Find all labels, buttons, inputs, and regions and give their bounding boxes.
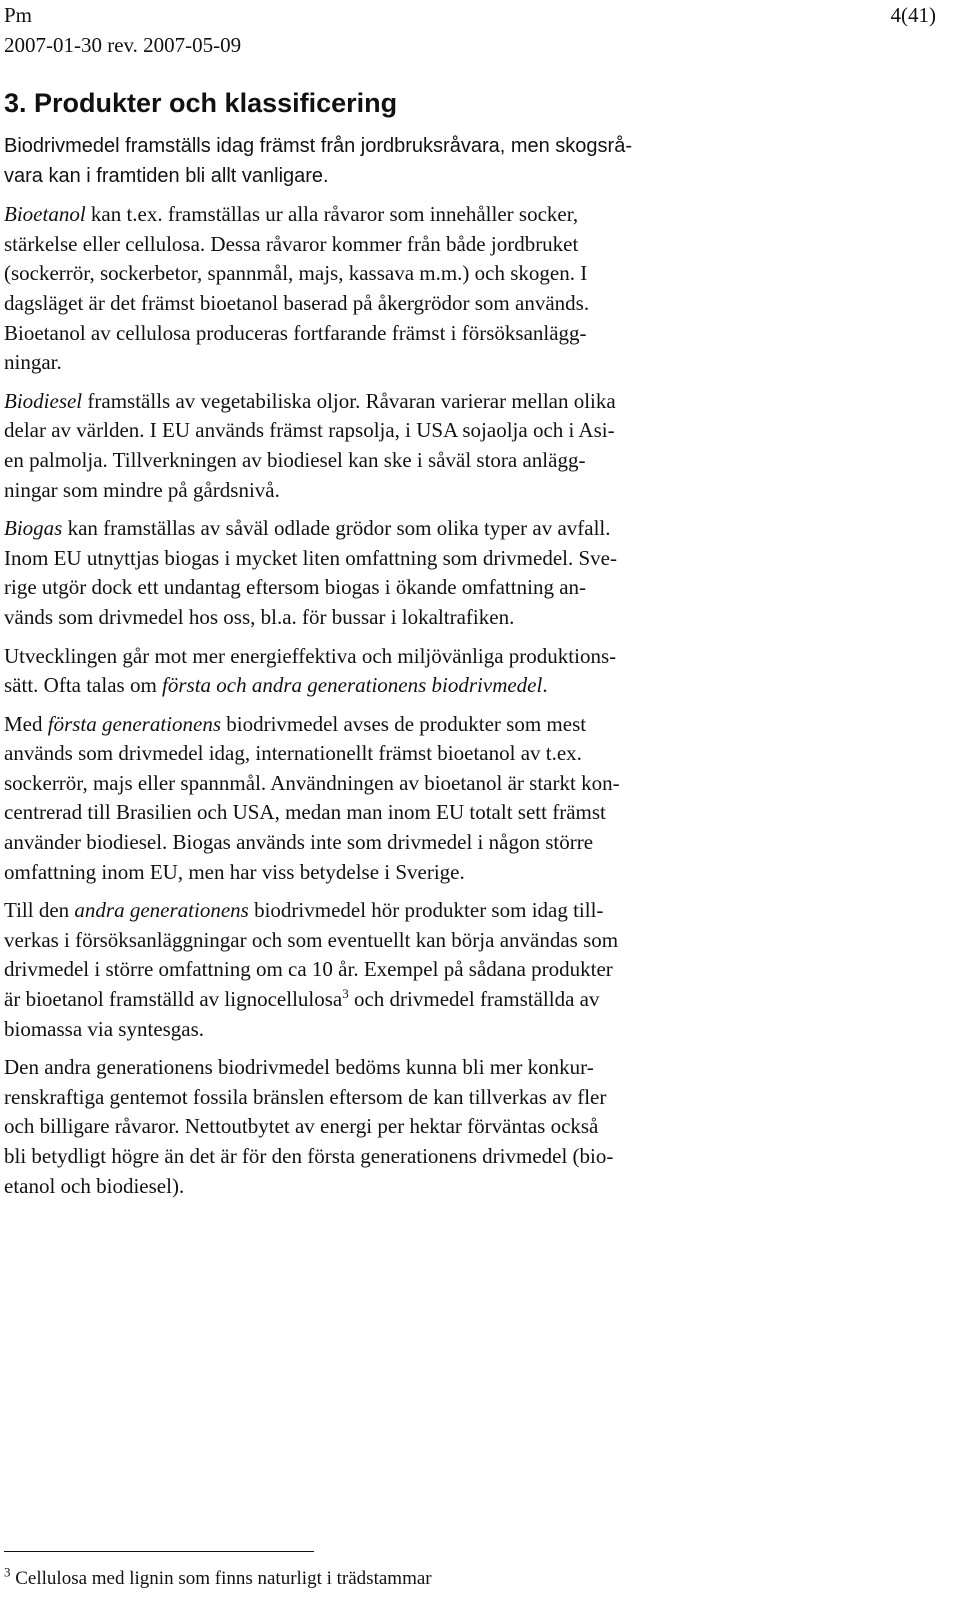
line: verkas i försöksanläggningar och som eventuellt kan börja användas som [4,927,619,952]
line: ningar som mindre på gårdsnivå. [4,477,280,502]
section-heading: 3. Produkter och klassificering [4,88,398,118]
line: bli betydligt högre än det är för den första generationens drivmedel (bio- [4,1144,614,1168]
paragraph-forsta-generationen [4,710,774,888]
line: kan framställas av såväl odlade grödor som olika typer av avfall. [62,516,611,541]
line: sockerrör, majs eller spannmål. Användningen av bioetanol är starkt kon- [4,770,620,795]
line: rige utgör dock ett undantag eftersom biogas i ökande omfattning an- [4,575,587,600]
body-text [4,132,774,1210]
line: Biodrivmedel framställs idag främst från jordbruksråvara, men skogsrå- [4,135,632,157]
doc-date: 2007-01-30 rev. 2007-05-09 [4,33,242,57]
page-header-left [4,0,241,60]
term-biodiesel: Biodiesel [4,388,83,413]
footnote-text: Cellulosa med lignin som finns naturligt i trädstammar [10,1568,432,1589]
line: är bioetanol framställd av lignocellulosa [4,987,343,1012]
paragraph-andra-generationen [4,896,774,1044]
line: och billigare råvaror. Nettoutbytet av energi per hektar förväntas också [4,1114,599,1139]
line: kan t.ex. framställas ur alla råvaror som innehåller socker, [85,202,579,227]
line: Inom EU utnyttjas biogas i mycket liten omfattning som drivmedel. Sve- [4,545,617,570]
line: framställs av vegetabiliska oljor. Råvaran varierar mellan olika [82,388,616,413]
line: dagsläget är det främst bioetanol baserad på åkergrödor som används. [4,290,590,315]
line: etanol och biodiesel). [4,1173,185,1198]
line: omfattning inom EU, men har viss betydelse i Sverige. [4,859,465,884]
footnote-marker: 3 [4,1564,11,1580]
line: Den andra generationens biodrivmedel bedöms kunna bli mer konkur- [4,1055,594,1080]
line: ningar. [4,350,62,375]
term-generationer: första och andra generationens biodrivmedel [162,673,543,698]
line: en palmolja. Tillverkningen av biodiesel kan ske i såväl stora anlägg- [4,447,586,472]
term-bioetanol: Bioetanol [4,202,86,227]
line: använder biodiesel. Biogas används inte som drivmedel i någon större [4,830,594,855]
line: biodrivmedel hör produkter som idag till- [248,898,604,923]
line: drivmedel i större omfattning om ca 10 år. Exempel på sådana produkter [4,957,613,982]
line: vara kan i framtiden bli allt vanligare. [4,164,329,187]
line: Utvecklingen går mot mer energieffektiva och miljövänliga produktions- [4,643,617,668]
paragraph-biogas [4,514,774,632]
footnote-ref[interactable]: 3 [342,986,349,1002]
footnote-divider [4,1551,314,1552]
line: (sockerrör, sockerbetor, spannmål, majs, kassava m.m.) och skogen. I [4,261,588,286]
paragraph-intro [4,132,774,191]
line: delar av världen. I EU används främst rapsolja, i USA sojaolja och i Asi- [4,418,615,443]
term-andra-generationens: andra generationens [74,898,249,923]
page-number: 4(41) [890,3,936,27]
line-prefix: Med [4,711,48,736]
term-forsta-generationens: första generationens [47,711,221,736]
line: och drivmedel framställda av [348,987,600,1012]
paragraph-utveckling [4,642,774,701]
line: biomassa via syntesgas. [4,1016,205,1041]
line: stärkelse eller cellulosa. Dessa råvaror kommer från både jordbruket [4,231,579,256]
line: biodrivmedel avses de produkter som mest [221,711,587,736]
line: renskraftiga gentemot fossila bränslen eftersom de kan tillverkas av fler [4,1084,607,1109]
line: används som drivmedel idag, internationellt främst bioetanol av t.ex. [4,741,582,766]
line-prefix: Till den [4,898,75,923]
line: sätt. Ofta talas om [4,673,163,698]
line: Bioetanol av cellulosa produceras fortfarande främst i försöksanlägg- [4,320,587,345]
footnote [4,1565,432,1593]
line-end: . [542,673,548,698]
line: vänds som drivmedel hos oss, bl.a. för bussar i lokaltrafiken. [4,604,515,629]
paragraph-bioetanol [4,200,774,378]
line: centrerad till Brasilien och USA, medan man inom EU totalt sett främst [4,800,606,825]
paragraph-biodiesel [4,387,774,505]
paragraph-konkurrenskraft [4,1053,774,1201]
doc-label: Pm [4,3,33,27]
term-biogas: Biogas [4,516,63,541]
